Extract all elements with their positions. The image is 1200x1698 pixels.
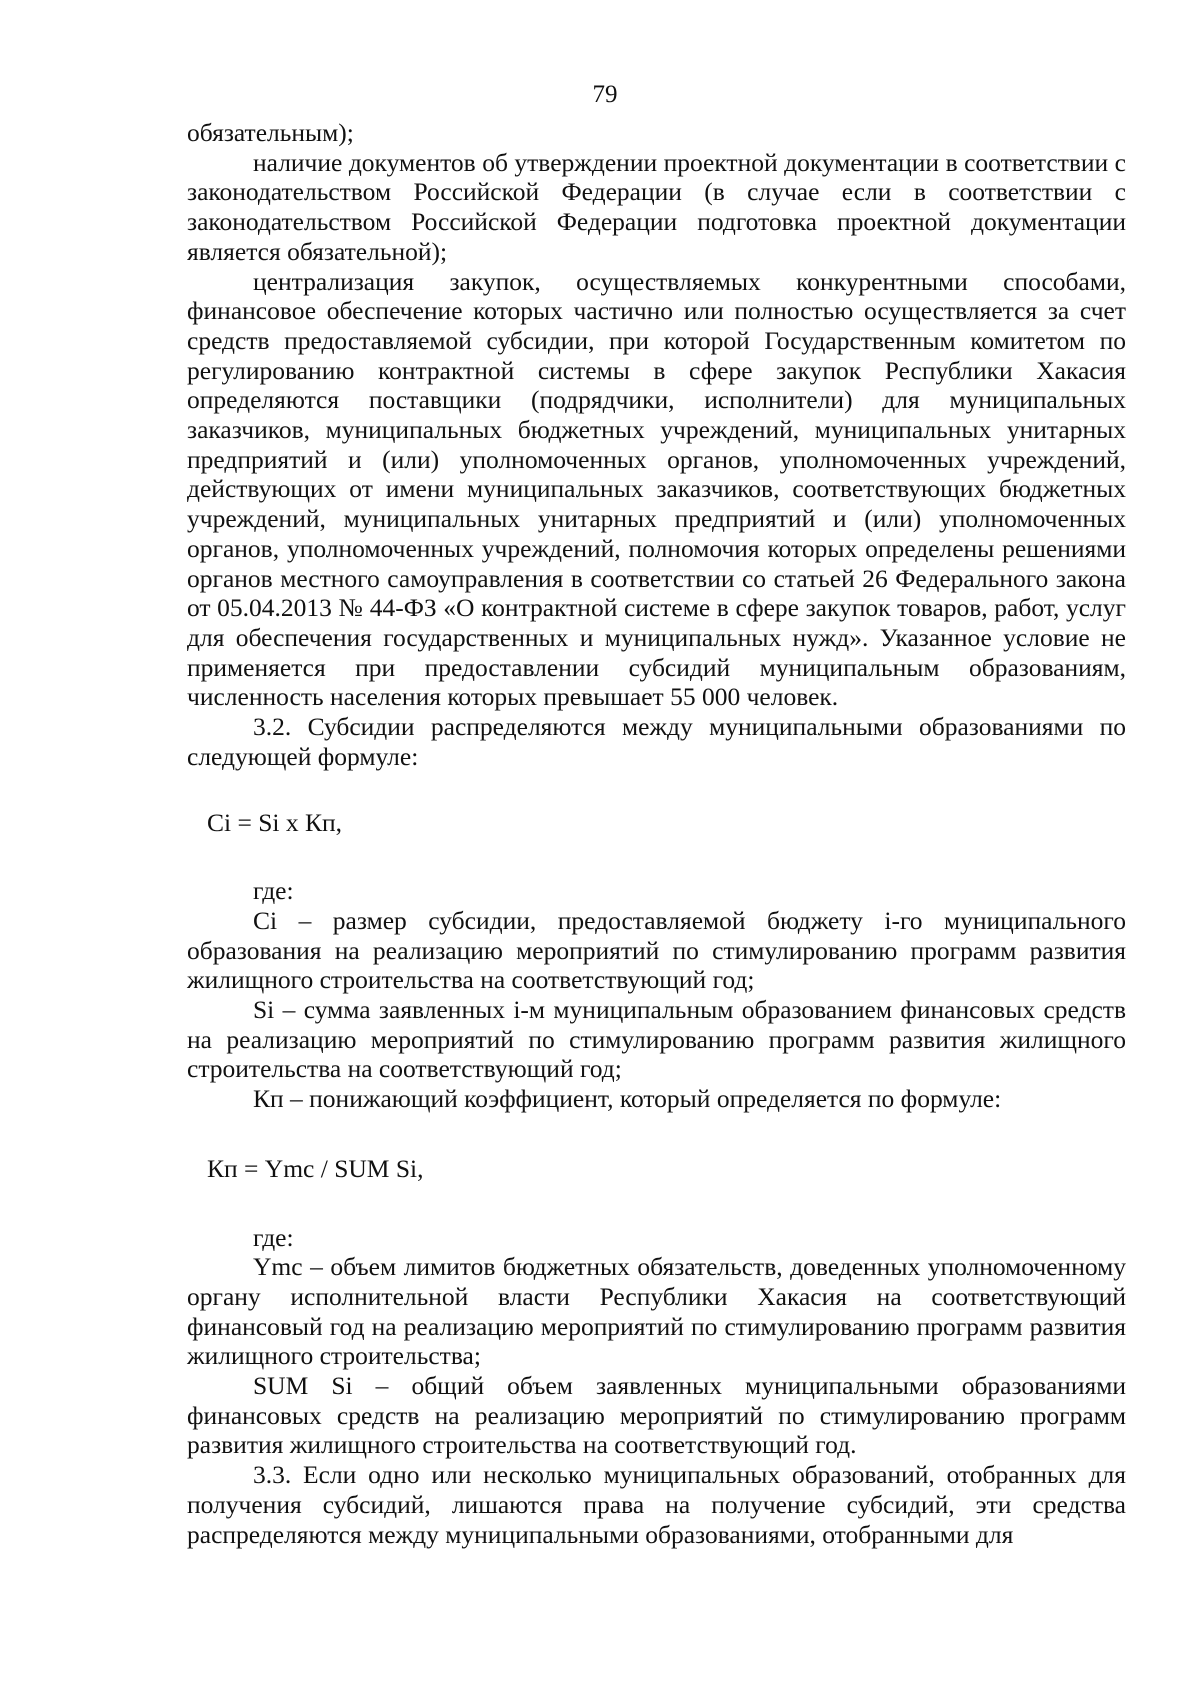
where-label: где:	[253, 1222, 294, 1252]
paragraph-design-documentation: наличие документов об утверждении проектной документации в соответствии с законодательством Российской Федерации (в случае если в соответствии с законодательством Российской Федерации подготовка проектной документации является обязательной);	[187, 147, 1126, 266]
paragraph-section-3-2: 3.2. Субсидии распределяются между муниципальными образованиями по следующей формуле:	[187, 712, 1126, 771]
paragraph-continuation: обязательным);	[187, 118, 354, 147]
page-number: 79	[592, 81, 618, 108]
definition-kp: Кп – понижающий коэффициент, который определяется по формуле:	[253, 1084, 1002, 1114]
document-body	[187, 118, 1126, 1549]
definition-ci: Ci – размер субсидии, предоставляемой бюджету i-го муниципального образования на реализацию мероприятий по стимулированию программ развития жилищного строительства на соответствующий год;	[187, 905, 1126, 995]
paragraph-section-3-3: 3.3. Если одно или несколько муниципальных образований, отобранных для получения субсидий, лишаются права на получение субсидий, эти средства распределяются между муниципальными образованиями, отобранными для	[187, 1460, 1126, 1549]
formula-coefficient: Кп = Ymc / SUM Si,	[207, 1153, 424, 1183]
definition-sum-si: SUM Si – общий объем заявленных муниципальными образованиями финансовых средств на реализацию мероприятий по стимулированию программ развития жилищного строительства на соответствующий год.	[187, 1371, 1126, 1460]
paragraph-procurement-centralization: централизация закупок, осуществляемых конкурентными способами, финансовое обеспечение которых частично или полностью осуществляется за счет средств предоставляемой субсидии, при которой Государственным комитетом по регулированию контрактной системы в сфере закупок Республики Хакасия определяются поставщики (подрядчики, исполнители) для муниципальных заказчиков, муниципальных бюджетных учреждений, муниципальных унитарных предприятий и (или) уполномоченных органов, уполномоченных учреждений, действующих от имени муниципальных заказчиков, соответствующих бюджетных учреждений, муниципальных унитарных предприятий и (или) уполномоченных органов, уполномоченных учреждений, полномочия которых определены решениями органов местного самоуправления в соответствии со статьей 26 Федерального закона от 05.04.2013 № 44-ФЗ «О контрактной системе в сфере закупок товаров, работ, услуг для обеспечения государственных и муниципальных нужд». Указанное условие не применяется при предоставлении субсидий муниципальным образованиям, численность населения которых превышает 55 000 человек.	[187, 266, 1126, 712]
definition-si: Si – сумма заявленных i-м муниципальным образованием финансовых средств на реализацию мероприятий по стимулированию программ развития жилищного строительства на соответствующий год;	[187, 994, 1126, 1084]
definition-ymc: Ymc – объем лимитов бюджетных обязательств, доведенных уполномоченному органу исполнительной власти Республики Хакасия на соответствующий финансовый год на реализацию мероприятий по стимулированию программ развития жилищного строительства;	[187, 1252, 1126, 1371]
formula-subsidy: Ci = Si x Кп,	[207, 808, 343, 838]
where-label: где:	[253, 876, 294, 906]
